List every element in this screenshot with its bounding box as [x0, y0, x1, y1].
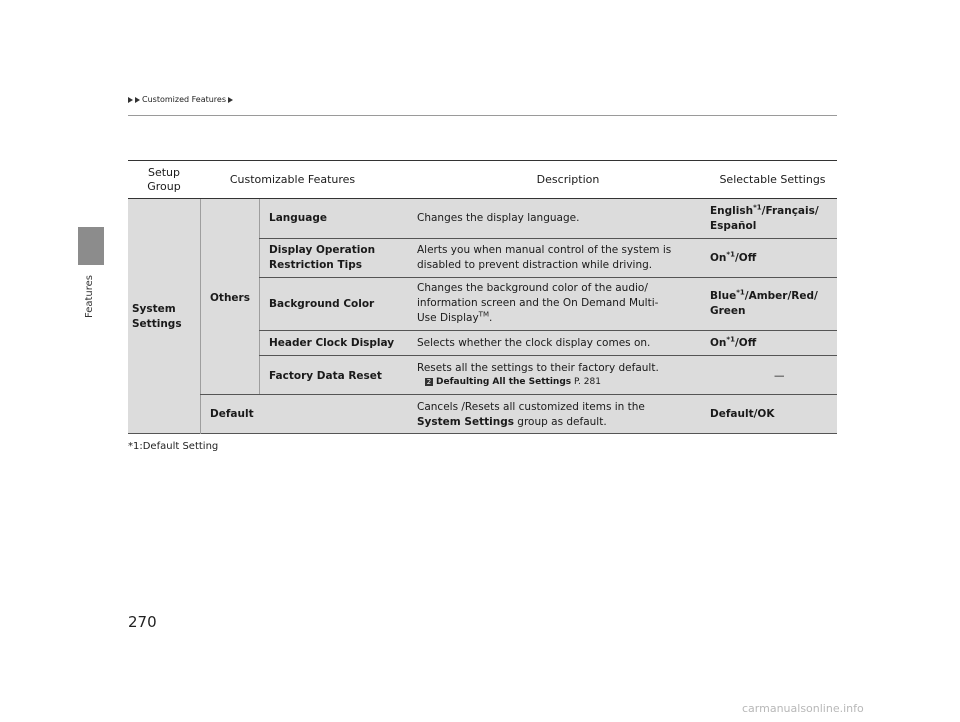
group-cell: System Settings	[132, 303, 182, 330]
footnote-mark: *1	[726, 335, 735, 344]
description-cell: Changes the display language.	[417, 212, 580, 224]
feature-cell: Display Operation Restriction Tips	[269, 244, 376, 271]
description-text: Changes the background color of the audio/ information screen and the On Demand Multi- Use Display	[417, 282, 659, 324]
header-selectable-settings: Selectable Settings	[719, 172, 826, 186]
row-divider	[200, 394, 837, 395]
header-rule	[128, 115, 837, 116]
default-option: On	[710, 337, 727, 349]
footnote-mark: *1	[726, 250, 735, 259]
settings-cell: Default/OK	[710, 408, 775, 420]
breadcrumb	[128, 95, 233, 104]
feature-cell: Default	[210, 408, 254, 420]
description-cell: Alerts you when manual control of the system is disabled to prevent distraction while driving.	[417, 244, 672, 271]
feature-cell: Language	[269, 212, 327, 224]
reference-icon: 2	[426, 377, 432, 386]
header-customizable-features: Customizable Features	[229, 172, 356, 186]
breadcrumb-arrow-icon	[228, 97, 233, 103]
settings-cell	[710, 336, 756, 351]
table-header	[128, 160, 837, 199]
page-number: 270	[128, 613, 157, 631]
feature-cell: Background Color	[269, 298, 375, 310]
other-options: /Off	[734, 252, 757, 264]
header-setup-group: Setup Group	[147, 165, 181, 193]
row-divider	[259, 355, 837, 356]
cross-reference-link[interactable]	[425, 375, 601, 390]
settings-cell	[710, 204, 819, 234]
watermark: carmanualsonline.info	[742, 702, 864, 715]
column-divider	[200, 199, 201, 434]
default-option: Blue	[710, 290, 737, 302]
settings-cell	[710, 289, 818, 319]
other-options: /Français/ Español	[710, 205, 819, 232]
other-options: /Amber/Red/ Green	[710, 290, 818, 317]
settings-table	[128, 160, 837, 434]
feature-cell: Header Clock Display	[269, 337, 395, 349]
breadcrumb-arrow-icon	[135, 97, 140, 103]
reference-page: P. 281	[574, 377, 601, 387]
settings-cell: —	[774, 370, 785, 382]
description-cell	[417, 400, 645, 430]
reference-title: Defaulting All the Settings	[436, 377, 572, 387]
footnote: *1:Default Setting	[128, 441, 219, 452]
feature-cell: Factory Data Reset	[269, 370, 382, 382]
header-description: Description	[536, 172, 600, 186]
table-body	[128, 199, 837, 434]
description-bold: System Settings	[417, 416, 514, 428]
other-options: /Off	[734, 337, 757, 349]
footnote-mark: *1	[736, 288, 745, 297]
subgroup-cell: Others	[210, 292, 250, 304]
breadcrumb-arrow-icon	[128, 97, 133, 103]
description-end: .	[489, 312, 493, 324]
breadcrumb-text[interactable]: Customized Features	[142, 95, 227, 104]
description-end: group as default.	[513, 416, 607, 428]
description-cell	[417, 281, 658, 326]
description-cell: Resets all the settings to their factory default.	[417, 362, 659, 374]
row-divider	[259, 238, 837, 239]
description-cell: Selects whether the clock display comes on.	[417, 337, 651, 349]
footnote-mark: *1	[753, 203, 762, 212]
row-divider	[259, 330, 837, 331]
section-label: Features	[84, 275, 95, 318]
column-divider	[259, 199, 260, 394]
settings-cell	[710, 251, 756, 266]
section-tab-marker	[78, 227, 104, 265]
trademark-mark: TM	[478, 310, 489, 319]
default-option: On	[710, 252, 727, 264]
description-line: Cancels /Resets all customized items in the	[417, 401, 645, 413]
default-option: English	[710, 205, 754, 217]
row-divider	[259, 277, 837, 278]
